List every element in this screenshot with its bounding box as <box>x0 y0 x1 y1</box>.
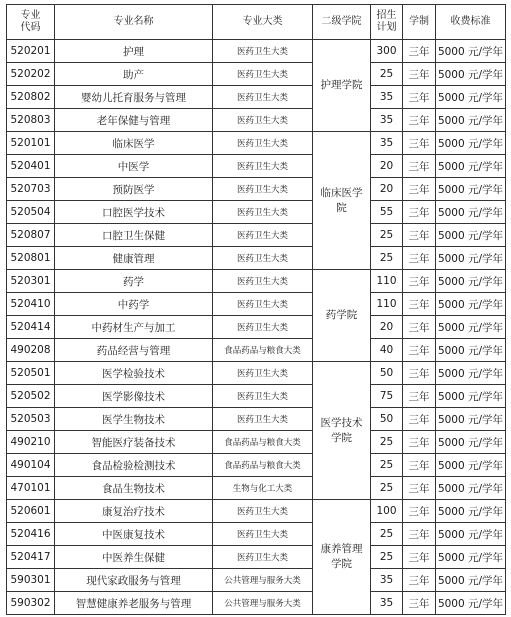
major-code-cell: 520410 <box>7 293 55 316</box>
major-category-cell: 医药卫生大类 <box>213 293 313 316</box>
table-row <box>7 40 506 63</box>
major-code-cell: 520803 <box>7 109 55 132</box>
table-row <box>7 201 506 224</box>
enrollment-plan-cell: 55 <box>371 201 403 224</box>
study-length-cell: 三年 <box>403 201 436 224</box>
enrollment-plan-cell: 25 <box>371 431 403 454</box>
major-name-cell: 口腔医学技术 <box>55 201 213 224</box>
major-code-cell: 520703 <box>7 178 55 201</box>
table-row <box>7 546 506 569</box>
major-category-cell: 医药卫生大类 <box>213 385 313 408</box>
major-code-cell: 520414 <box>7 316 55 339</box>
major-code-cell: 520502 <box>7 385 55 408</box>
major-name-cell: 药学 <box>55 270 213 293</box>
table-row <box>7 86 506 109</box>
major-name-cell: 临床医学 <box>55 132 213 155</box>
major-name-cell: 中医学 <box>55 155 213 178</box>
header-tuition: 收费标准 <box>436 5 506 40</box>
tuition-cell: 5000 元/学年 <box>436 477 506 500</box>
major-category-cell: 医药卫生大类 <box>213 132 313 155</box>
major-name-cell: 药品经营与管理 <box>55 339 213 362</box>
study-length-cell: 三年 <box>403 86 436 109</box>
major-category-cell: 食品药品与粮食大类 <box>213 431 313 454</box>
major-category-cell: 医药卫生大类 <box>213 523 313 546</box>
major-category-cell: 医药卫生大类 <box>213 63 313 86</box>
table-row <box>7 270 506 293</box>
major-name-cell: 中药学 <box>55 293 213 316</box>
tuition-cell: 5000 元/学年 <box>436 86 506 109</box>
major-name-cell: 口腔卫生保健 <box>55 224 213 247</box>
major-category-cell: 食品药品与粮食大类 <box>213 454 313 477</box>
table-row <box>7 569 506 592</box>
tuition-cell: 5000 元/学年 <box>436 454 506 477</box>
enrollment-table <box>6 4 506 615</box>
table-row <box>7 178 506 201</box>
study-length-cell: 三年 <box>403 431 436 454</box>
major-category-cell: 医药卫生大类 <box>213 178 313 201</box>
enrollment-plan-cell: 20 <box>371 316 403 339</box>
tuition-cell: 5000 元/学年 <box>436 270 506 293</box>
table-row <box>7 316 506 339</box>
major-code-cell: 520807 <box>7 224 55 247</box>
major-name-cell: 食品生物技术 <box>55 477 213 500</box>
table-row <box>7 63 506 86</box>
major-code-cell: 520416 <box>7 523 55 546</box>
header-major-name: 专业名称 <box>55 5 213 40</box>
enrollment-plan-cell: 25 <box>371 454 403 477</box>
major-code-cell: 520417 <box>7 546 55 569</box>
major-category-cell: 医药卫生大类 <box>213 86 313 109</box>
study-length-cell: 三年 <box>403 247 436 270</box>
table-row <box>7 224 506 247</box>
major-category-cell: 医药卫生大类 <box>213 155 313 178</box>
major-code-cell: 520301 <box>7 270 55 293</box>
study-length-cell: 三年 <box>403 293 436 316</box>
study-length-cell: 三年 <box>403 500 436 523</box>
major-name-cell: 智能医疗装备技术 <box>55 431 213 454</box>
major-name-cell: 健康管理 <box>55 247 213 270</box>
header-major-code-text: 专业 代码 <box>20 10 41 33</box>
major-code-cell: 520202 <box>7 63 55 86</box>
study-length-cell: 三年 <box>403 385 436 408</box>
enrollment-plan-cell: 35 <box>371 592 403 615</box>
enrollment-plan-cell: 25 <box>371 224 403 247</box>
tuition-cell: 5000 元/学年 <box>436 224 506 247</box>
major-name-cell: 预防医学 <box>55 178 213 201</box>
major-name-cell: 医学生物技术 <box>55 408 213 431</box>
tuition-cell: 5000 元/学年 <box>436 132 506 155</box>
enrollment-plan-cell: 35 <box>371 132 403 155</box>
major-name-cell: 老年保健与管理 <box>55 109 213 132</box>
study-length-cell: 三年 <box>403 270 436 293</box>
study-length-cell: 三年 <box>403 454 436 477</box>
tuition-cell: 5000 元/学年 <box>436 247 506 270</box>
major-category-cell: 医药卫生大类 <box>213 247 313 270</box>
major-code-cell: 590301 <box>7 569 55 592</box>
table-row <box>7 500 506 523</box>
major-name-cell: 护理 <box>55 40 213 63</box>
major-category-cell: 医药卫生大类 <box>213 316 313 339</box>
major-category-cell: 医药卫生大类 <box>213 109 313 132</box>
tuition-cell: 5000 元/学年 <box>436 408 506 431</box>
study-length-cell: 三年 <box>403 339 436 362</box>
enrollment-plan-cell: 50 <box>371 408 403 431</box>
major-name-cell: 医学影像技术 <box>55 385 213 408</box>
tuition-cell: 5000 元/学年 <box>436 500 506 523</box>
major-category-cell: 医药卫生大类 <box>213 40 313 63</box>
tuition-cell: 5000 元/学年 <box>436 293 506 316</box>
table-header-row <box>7 5 506 40</box>
table-row <box>7 109 506 132</box>
enrollment-plan-cell: 35 <box>371 86 403 109</box>
study-length-cell: 三年 <box>403 477 436 500</box>
major-code-cell: 520504 <box>7 201 55 224</box>
header-study-length: 学制 <box>403 5 436 40</box>
table-row <box>7 247 506 270</box>
school-cell: 药学院 <box>313 270 371 362</box>
major-category-cell: 医药卫生大类 <box>213 408 313 431</box>
tuition-cell: 5000 元/学年 <box>436 316 506 339</box>
table-body <box>7 40 506 615</box>
enrollment-plan-cell: 35 <box>371 569 403 592</box>
major-category-cell: 医药卫生大类 <box>213 270 313 293</box>
table-row <box>7 523 506 546</box>
study-length-cell: 三年 <box>403 178 436 201</box>
study-length-cell: 三年 <box>403 546 436 569</box>
major-code-cell: 490210 <box>7 431 55 454</box>
table-row <box>7 339 506 362</box>
major-name-cell: 中药材生产与加工 <box>55 316 213 339</box>
tuition-cell: 5000 元/学年 <box>436 339 506 362</box>
major-code-cell: 520201 <box>7 40 55 63</box>
major-name-cell: 现代家政服务与管理 <box>55 569 213 592</box>
major-code-cell: 490104 <box>7 454 55 477</box>
enrollment-plan-cell: 25 <box>371 477 403 500</box>
tuition-cell: 5000 元/学年 <box>436 63 506 86</box>
study-length-cell: 三年 <box>403 132 436 155</box>
school-cell: 临床医学 院 <box>313 132 371 270</box>
major-code-cell: 520401 <box>7 155 55 178</box>
enrollment-plan-cell: 20 <box>371 155 403 178</box>
table-row <box>7 431 506 454</box>
major-name-cell: 中医康复技术 <box>55 523 213 546</box>
major-category-cell: 医药卫生大类 <box>213 500 313 523</box>
school-cell: 康养管理 学院 <box>313 500 371 615</box>
study-length-cell: 三年 <box>403 592 436 615</box>
school-cell: 医学技术 学院 <box>313 362 371 500</box>
tuition-cell: 5000 元/学年 <box>436 592 506 615</box>
study-length-cell: 三年 <box>403 569 436 592</box>
table-row <box>7 592 506 615</box>
header-major-code <box>7 5 55 40</box>
tuition-cell: 5000 元/学年 <box>436 362 506 385</box>
table-row <box>7 293 506 316</box>
tuition-cell: 5000 元/学年 <box>436 431 506 454</box>
tuition-cell: 5000 元/学年 <box>436 155 506 178</box>
tuition-cell: 5000 元/学年 <box>436 178 506 201</box>
major-code-cell: 590302 <box>7 592 55 615</box>
study-length-cell: 三年 <box>403 224 436 247</box>
study-length-cell: 三年 <box>403 408 436 431</box>
header-major-category: 专业大类 <box>213 5 313 40</box>
major-category-cell: 医药卫生大类 <box>213 362 313 385</box>
table-row <box>7 155 506 178</box>
table-row <box>7 362 506 385</box>
tuition-cell: 5000 元/学年 <box>436 201 506 224</box>
enrollment-plan-cell: 25 <box>371 247 403 270</box>
study-length-cell: 三年 <box>403 362 436 385</box>
tuition-cell: 5000 元/学年 <box>436 40 506 63</box>
major-name-cell: 婴幼儿托育服务与管理 <box>55 86 213 109</box>
major-name-cell: 中医养生保健 <box>55 546 213 569</box>
major-category-cell: 公共管理与服务大类 <box>213 569 313 592</box>
table-row <box>7 132 506 155</box>
study-length-cell: 三年 <box>403 109 436 132</box>
study-length-cell: 三年 <box>403 63 436 86</box>
major-category-cell: 公共管理与服务大类 <box>213 592 313 615</box>
table-row <box>7 385 506 408</box>
major-code-cell: 490208 <box>7 339 55 362</box>
tuition-cell: 5000 元/学年 <box>436 546 506 569</box>
study-length-cell: 三年 <box>403 316 436 339</box>
table-row <box>7 477 506 500</box>
major-name-cell: 智慧健康养老服务与管理 <box>55 592 213 615</box>
major-category-cell: 医药卫生大类 <box>213 546 313 569</box>
major-name-cell: 食品检验检测技术 <box>55 454 213 477</box>
enrollment-plan-cell: 25 <box>371 523 403 546</box>
major-name-cell: 康复治疗技术 <box>55 500 213 523</box>
enrollment-plan-cell: 35 <box>371 109 403 132</box>
table-row <box>7 408 506 431</box>
major-category-cell: 医药卫生大类 <box>213 224 313 247</box>
major-code-cell: 520802 <box>7 86 55 109</box>
major-category-cell: 生物与化工大类 <box>213 477 313 500</box>
major-code-cell: 520501 <box>7 362 55 385</box>
major-code-cell: 520601 <box>7 500 55 523</box>
study-length-cell: 三年 <box>403 523 436 546</box>
major-code-cell: 520801 <box>7 247 55 270</box>
tuition-cell: 5000 元/学年 <box>436 109 506 132</box>
enrollment-plan-cell: 300 <box>371 40 403 63</box>
enrollment-plan-cell: 25 <box>371 63 403 86</box>
header-enrollment-plan-text: 招生 计划 <box>376 10 397 33</box>
enrollment-plan-cell: 110 <box>371 270 403 293</box>
major-code-cell: 520503 <box>7 408 55 431</box>
tuition-cell: 5000 元/学年 <box>436 569 506 592</box>
enrollment-plan-cell: 20 <box>371 178 403 201</box>
major-name-cell: 助产 <box>55 63 213 86</box>
enrollment-plan-cell: 75 <box>371 385 403 408</box>
enrollment-plan-cell: 25 <box>371 546 403 569</box>
enrollment-plan-cell: 50 <box>371 362 403 385</box>
tuition-cell: 5000 元/学年 <box>436 523 506 546</box>
enrollment-plan-cell: 100 <box>371 500 403 523</box>
major-code-cell: 520101 <box>7 132 55 155</box>
header-enrollment-plan <box>371 5 403 40</box>
tuition-cell: 5000 元/学年 <box>436 385 506 408</box>
study-length-cell: 三年 <box>403 40 436 63</box>
major-name-cell: 医学检验技术 <box>55 362 213 385</box>
enrollment-plan-cell: 110 <box>371 293 403 316</box>
table-row <box>7 454 506 477</box>
header-school: 二级学院 <box>313 5 371 40</box>
study-length-cell: 三年 <box>403 155 436 178</box>
enrollment-plan-cell: 40 <box>371 339 403 362</box>
school-cell: 护理学院 <box>313 40 371 132</box>
major-category-cell: 食品药品与粮食大类 <box>213 339 313 362</box>
major-code-cell: 470101 <box>7 477 55 500</box>
major-category-cell: 医药卫生大类 <box>213 201 313 224</box>
